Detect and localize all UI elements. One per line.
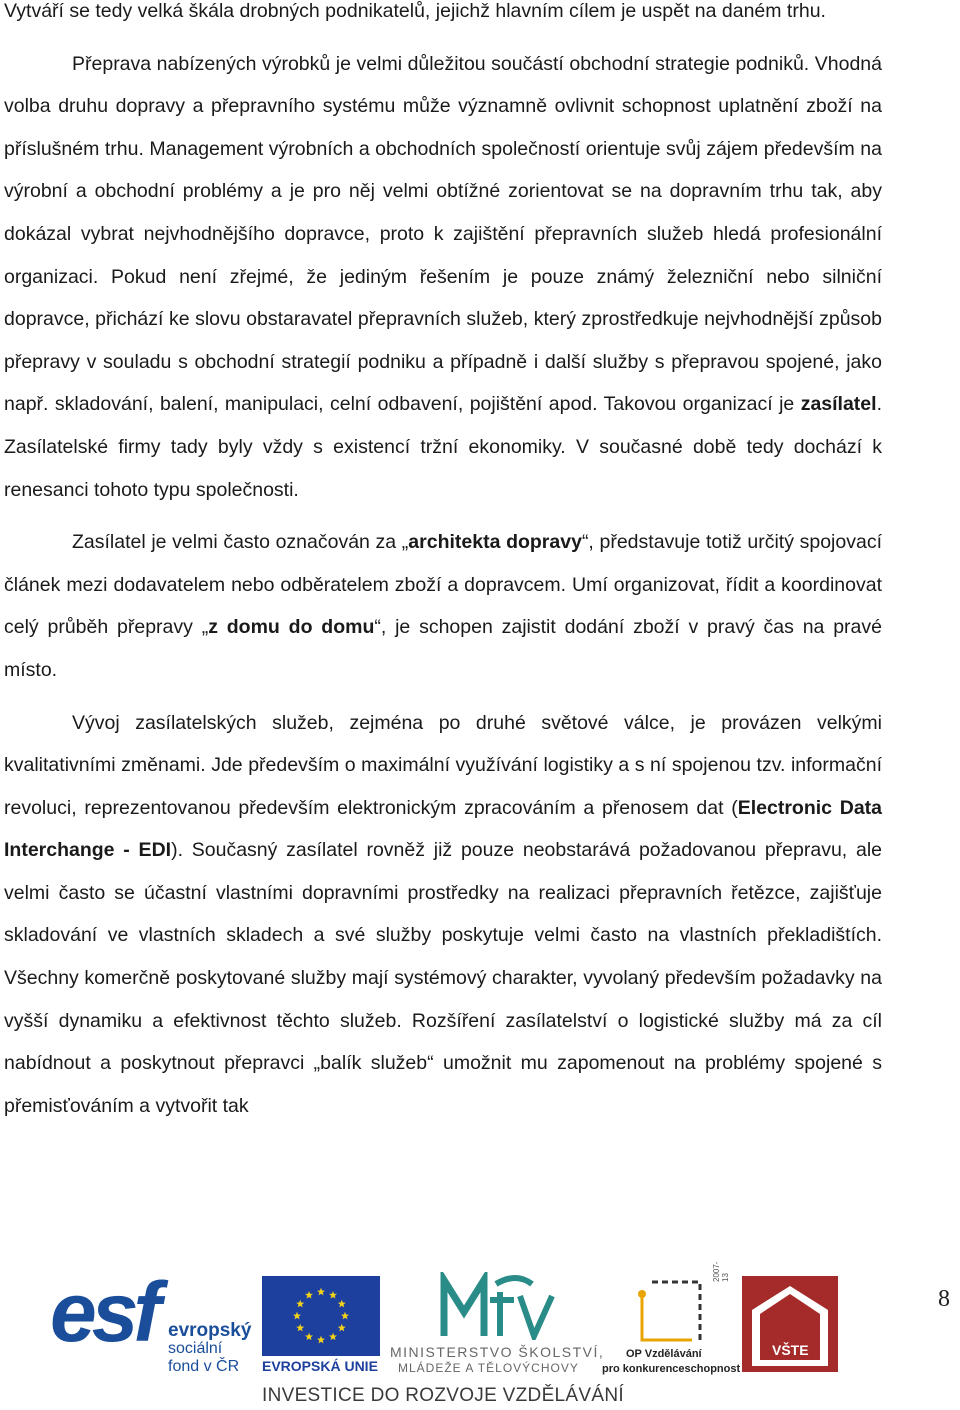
p1-bold: zasílatel (800, 393, 877, 416)
op-emblem-icon (622, 1274, 712, 1344)
p3-c: ). Současný zasílatel rovněž již pouze neobstarává požadovanou přepravu, ale velmi často se účastní vlastními dopravními prostředky na realizaci přepravních řetězce, zajišťuje skladování ve vlastních skladech a své služby poskytuje velmi často na vlastních překladištích. Všechny komerčně poskytované služby mají systémový charakter, vyvolaný především požadavky na vyšší dynamiku a efektivnost těchto služeb. Rozšíření zasílatelství o logistické služby má za cíl nabídnout a poskytnout přepravci „balík služeb“ umožnit mu zapomenout na problémy spojené s přemisťováním a vytvořit tak (4, 839, 882, 1117)
eu-flag-icon (262, 1276, 380, 1356)
eu-logo (262, 1276, 382, 1376)
body-text (4, 0, 882, 1139)
p1-text: Přeprava nabízených výrobků je velmi důležitou součástí obchodní strategie podniků. Vhodná volba druhu dopravy a přepravního systému může významně ovlivnit schopnost uplatnění zboží na příslušném trhu. Management výrobních a obchodních společností orientuje svůj zájem především na výrobní a obchodní problémy a je pro něj velmi obtížné zorientovat se na dopravním trhu tak, aby dokázal vybrat nejvhodnějšího dopravce, proto k zajištění přepravních služeb hledá profesionální organizaci. Pokud není zřejmé, že jediným řešením je pouze známý železniční nebo silniční dopravce, přichází ke slovu obstaravatel přepravních služeb, který zprostředkuje nejvhodnější způsob přepravy v souladu s obchodní strategií podniku a případně i další služby s přepravou spojené, jako např. skladování, balení, manipulaci, celní odbavení, pojištění apod. Takovou organizací je (4, 52, 882, 416)
p2-c: “, představuje totiž určitý spojovací článek mezi dodavatelem nebo odběratelem zboží a dopravcem. Umí organizovat, řídit a koordinovat celý průběh přepravy „ (4, 531, 882, 639)
op-logo (600, 1261, 741, 1380)
op-line-1: OP Vzdělávání (626, 1348, 702, 1360)
p2-a: Zasílatel je velmi často označován za „ (72, 531, 409, 554)
op-line-2: pro konkurenceschopnost (602, 1363, 741, 1375)
p2-d: “, je schopen zajistit dodání zboží v pravý čas na pravé místo. (4, 616, 882, 681)
vste-logo (742, 1276, 838, 1376)
esf-logo (50, 1265, 260, 1376)
paragraph-3 (4, 702, 882, 1128)
p1-end: . Zasílatelské firmy tady byly vždy s existencí tržní ekonomiky. V současné době tedy dochází k renesanci tohoto typu společnosti. (4, 393, 882, 501)
vste-label: VŠTE (772, 1342, 809, 1358)
p3-a: Vývoj zasílatelských služeb, zejména po druhé světové válce, je provázen velkými kvalitativními změnami. Jde především o maximální využívání logistiky a s ní spojenou tzv. informační revoluci, reprezentovanou především elektronickým zpracováním a přenosem dat ( (4, 711, 882, 819)
investice-slogan: INVESTICE DO ROZVOJE VZDĚLÁVÁNÍ (262, 1385, 624, 1406)
eu-label: EVROPSKÁ UNIE (262, 1358, 378, 1374)
page-number: 8 (938, 1286, 950, 1312)
paragraph-1 (4, 43, 882, 512)
paragraph-0 (4, 0, 882, 33)
msmt-line-2: MLÁDEŽE A TĚLOVÝCHOVY (398, 1361, 579, 1375)
p2-bold-2: z domu do domu (208, 616, 375, 639)
msmt-logo (390, 1272, 605, 1382)
op-years: 2007-13 (712, 1261, 730, 1282)
esf-line-3: fond v ČR (168, 1358, 240, 1375)
p3-bold: Electronic Data Interchange - EDI (4, 796, 882, 862)
paragraph-2 (4, 521, 882, 691)
esf-line-2: sociální (168, 1340, 223, 1357)
msmt-line-1: MINISTERSTVO ŠKOLSTVÍ, (390, 1344, 605, 1360)
p2-bold-1: architekta dopravy (408, 531, 582, 554)
esf-line-1: evropský (168, 1320, 252, 1341)
msmt-emblem-icon (440, 1272, 560, 1340)
esf-letters: esf (50, 1265, 157, 1359)
p0-text: Vytváří se tedy velká škála drobných podnikatelů, jejichž hlavním cílem je uspět na daném trhu. (4, 0, 826, 22)
